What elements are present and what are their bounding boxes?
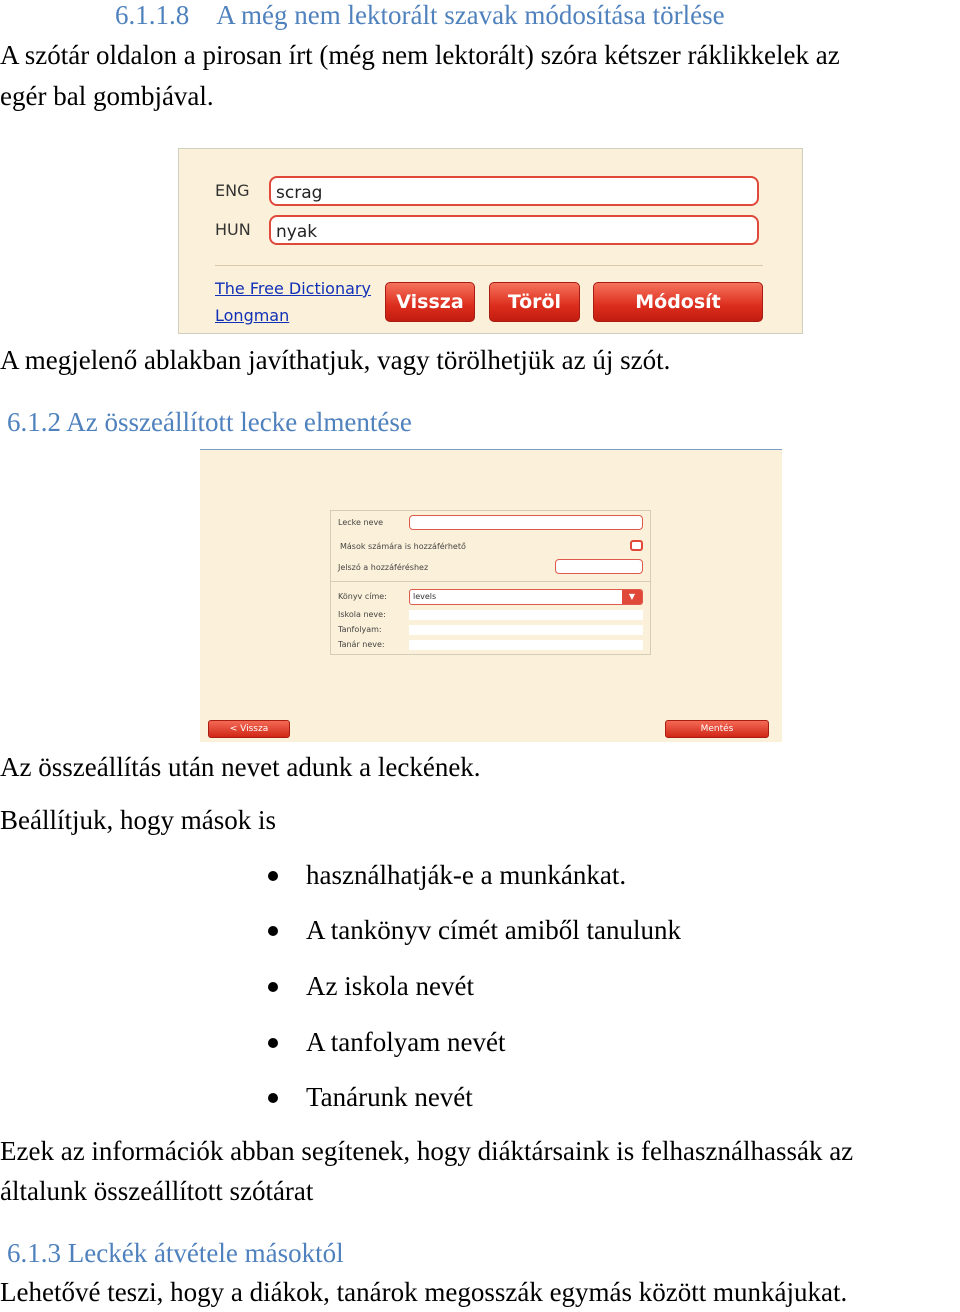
share-label: Mások számára is hozzáférhető	[340, 542, 466, 551]
book-select[interactable]	[409, 589, 643, 605]
back-button[interactable]: Vissza	[385, 282, 475, 322]
teacher-label: Tanár neve:	[338, 640, 385, 649]
bullet-icon	[268, 982, 278, 992]
password-input[interactable]	[555, 559, 643, 574]
bullet-icon	[268, 871, 278, 881]
section-title: A még nem lektorált szavak módosítása törlése	[216, 0, 725, 30]
save-button[interactable]: Mentés	[665, 720, 769, 738]
section-number: 6.1.3	[7, 1238, 61, 1268]
modify-button[interactable]: Módosít	[593, 282, 763, 322]
bullet-icon	[268, 1093, 278, 1103]
section-title: Az összeállított lecke elmentése	[66, 407, 412, 437]
back-button[interactable]: < Vissza	[208, 720, 290, 738]
list-item: A tankönyv címét amiből tanulunk	[306, 915, 681, 945]
book-select-value: levels	[413, 592, 437, 601]
lesson-name-input[interactable]	[409, 515, 643, 530]
last-line: Lehetővé teszi, hogy a diákok, tanárok megosszák egymás között munkájukat.	[0, 1277, 848, 1307]
free-dictionary-link[interactable]: The Free Dictionary	[215, 279, 371, 298]
book-label: Könyv címe:	[338, 592, 387, 601]
section-heading-6-1-2	[7, 402, 412, 442]
para-info-line-1: Ezek az információk abban segítenek, hogy diáktársaink is felhasználhassák az	[0, 1136, 854, 1166]
para-lesson-name: Az összeállítás után nevet adunk a leckének.	[0, 752, 481, 782]
school-label: Iskola neve:	[338, 610, 386, 619]
lesson-name-label: Lecke neve	[338, 518, 384, 527]
divider	[215, 265, 763, 266]
share-checkbox[interactable]	[630, 540, 643, 551]
intro-line-1: A szótár oldalon a pirosan írt (még nem lektorált) szóra kétszer ráklikkelek az	[0, 40, 840, 70]
form-divider	[331, 581, 650, 582]
intro-line-2: egér bal gombjával.	[0, 81, 214, 111]
section-number: 6.1.1.8	[115, 0, 190, 30]
section-title: Leckék átvétele másoktól	[67, 1238, 344, 1268]
hun-label: HUN	[215, 220, 251, 239]
chevron-down-icon[interactable]: ▼	[622, 590, 642, 604]
section-heading-6-1-3	[7, 1233, 344, 1273]
list-item: használhatják-e a munkánkat.	[306, 860, 627, 890]
teacher-input[interactable]	[409, 640, 643, 650]
para-settings: Beállítjuk, hogy mások is	[0, 805, 276, 835]
save-lesson-screenshot	[200, 449, 782, 742]
school-input[interactable]	[409, 610, 643, 620]
edit-word-dialog-screenshot	[178, 148, 803, 334]
list-item: Tanárunk nevét	[306, 1082, 473, 1112]
eng-input[interactable]: scrag	[269, 176, 759, 206]
bullet-icon	[268, 926, 278, 936]
section-number: 6.1.2	[7, 407, 61, 437]
delete-button[interactable]: Töröl	[489, 282, 580, 322]
eng-label: ENG	[215, 181, 250, 200]
password-label: Jelszó a hozzáféréshez	[338, 563, 429, 572]
section-heading-6-1-1-8	[115, 0, 725, 35]
hun-input[interactable]: nyak	[269, 215, 759, 245]
longman-link[interactable]: Longman	[215, 306, 290, 325]
course-input[interactable]	[409, 625, 643, 635]
lesson-form	[330, 510, 651, 655]
after-dialog-text: A megjelenő ablakban javíthatjuk, vagy törölhetjük az új szót.	[0, 345, 671, 375]
para-info-line-2: általunk összeállított szótárat	[0, 1176, 314, 1206]
bullet-icon	[268, 1038, 278, 1048]
list-item: Az iskola nevét	[306, 971, 474, 1001]
course-label: Tanfolyam:	[338, 625, 382, 634]
list-item: A tanfolyam nevét	[306, 1027, 506, 1057]
